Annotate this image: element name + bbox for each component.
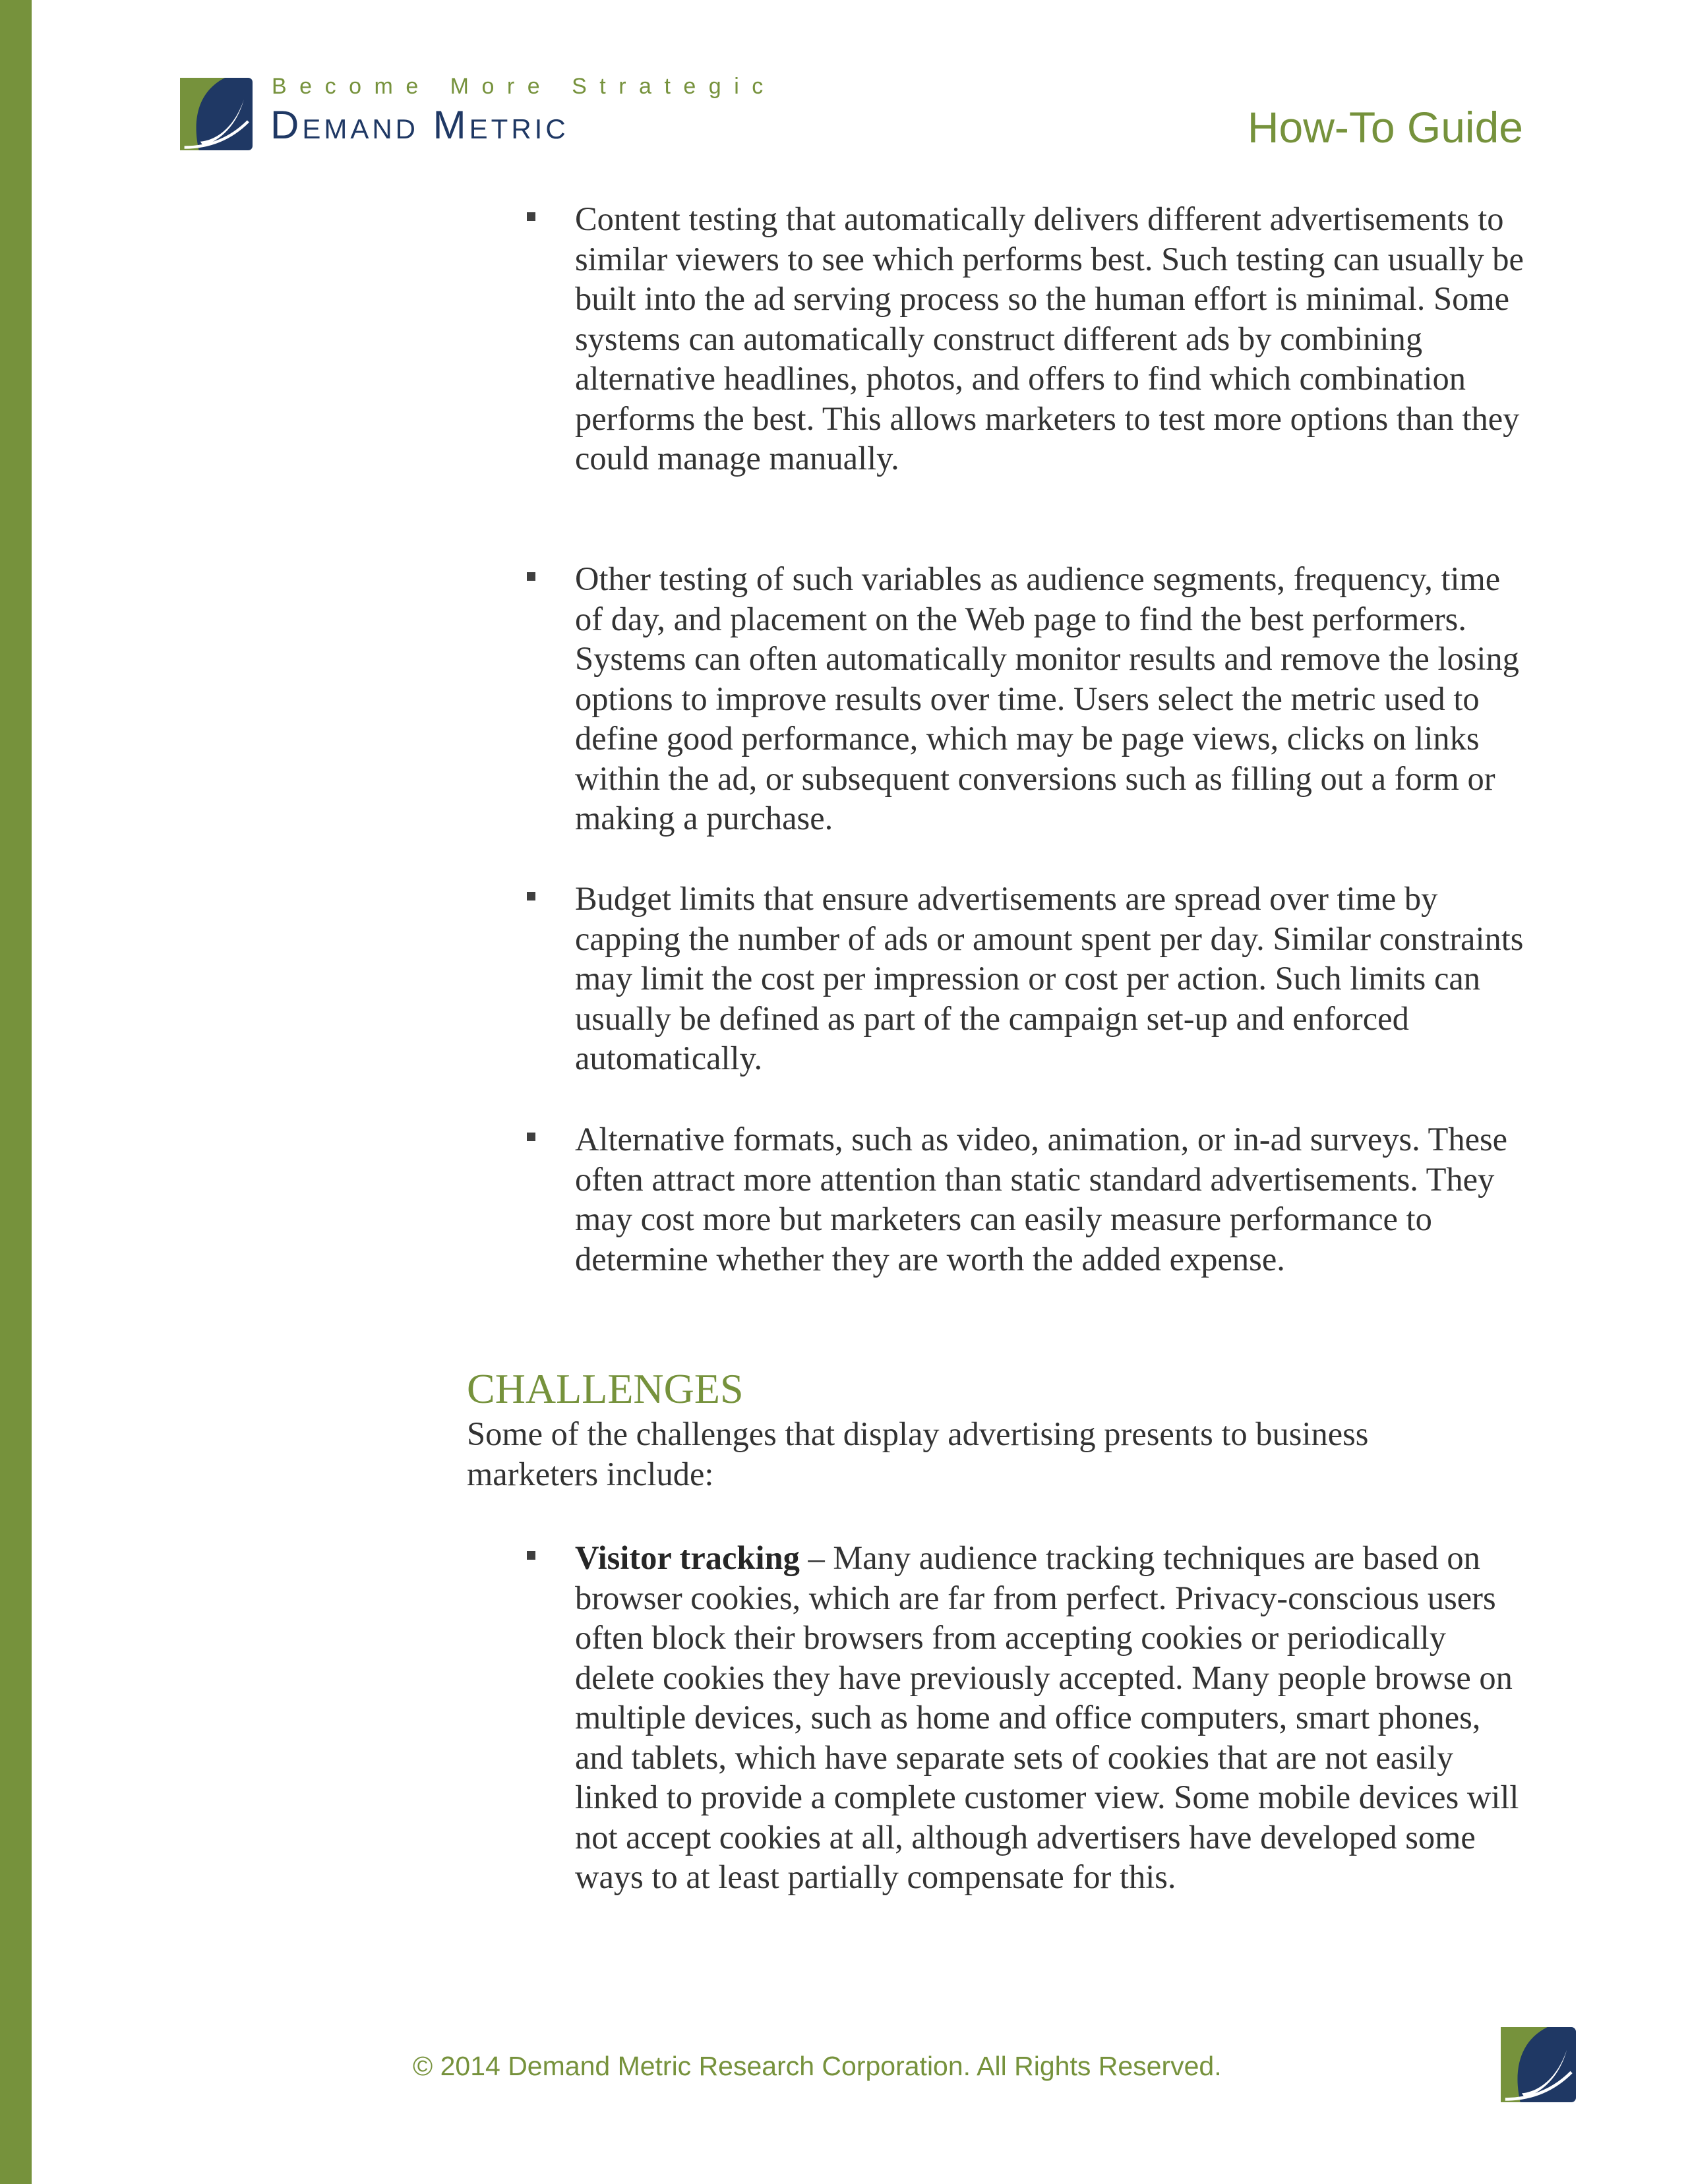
list-item — [575, 199, 1524, 559]
list-item — [575, 1119, 1524, 1279]
challenge-term: Visitor tracking — [575, 1539, 800, 1576]
bullet-marker — [527, 1551, 535, 1560]
list-item — [575, 559, 1524, 879]
list-item-text — [575, 1538, 1524, 1897]
demand-metric-logo-icon — [1501, 2026, 1576, 2103]
section-title: CHALLENGES — [467, 1365, 744, 1412]
bullet-marker — [527, 572, 535, 581]
challenges-list — [575, 1538, 1524, 1897]
list-item-text: Alternative formats, such as video, animation, or in-ad surveys. These often attract more attention than static standard advertisements. They may cost more but marketers can easily measure performance to determine whether they are worth the added expense. — [575, 1121, 1508, 1278]
brand-name: Demand Metric — [270, 103, 569, 147]
document-type-label: How-To Guide — [1247, 103, 1523, 152]
challenge-description: – Many audience tracking techniques are based on browser cookies, which are far from perfect. Privacy-conscious users often block their browsers from accepting cookies or periodically delete cookies they have previously accepted. Many people browse on multiple devices, such as home and office computers, smart phones, and tablets, which have separate sets of cookies that are not easily linked to provide a complete customer view. Some mobile devices will not accept cookies at all, although advertisers have developed some ways to at least partially compensate for this. — [575, 1539, 1519, 1895]
bullet-marker — [527, 892, 535, 900]
capabilities-list — [575, 199, 1524, 1279]
section-intro: Some of the challenges that display advertising presents to business marketers include: — [467, 1415, 1369, 1492]
list-item — [575, 879, 1524, 1119]
bullet-marker — [527, 1133, 535, 1141]
left-accent-bar — [0, 0, 32, 2184]
list-item — [575, 1538, 1524, 1897]
list-item-text: Content testing that automatically delivers different advertisements to similar viewers to see which performs best. Such testing can usually be built into the ad serving process so the human effort is minimal. Some systems can automatically construct different ads by combining alternative headlines, photos, and offers to find which combination performs the best. This allows marketers to test more options than they could manage manually. — [575, 200, 1524, 477]
bullet-marker — [527, 212, 535, 221]
copyright-notice: © 2014 Demand Metric Research Corporation. All Rights Reserved. — [413, 2051, 1222, 2081]
list-item-text: Other testing of such variables as audience segments, frequency, time of day, and placement on the Web page to find the best performers. Systems can often automatically monitor results and remove the losing options to improve results over time. Users select the metric used to define good performance, which may be page views, clicks on links within the ad, or subsequent conversions such as filling out a form or making a purchase. — [575, 560, 1519, 837]
brand-tagline: Become More Strategic — [272, 74, 776, 99]
demand-metric-logo-icon — [179, 78, 253, 150]
list-item-text: Budget limits that ensure advertisements are spread over time by capping the number of ads or amount spent per day. Similar constraints may limit the cost per impression or cost per action. Such limits can usually be defined as part of the campaign set-up and enforced automatically. — [575, 880, 1524, 1077]
